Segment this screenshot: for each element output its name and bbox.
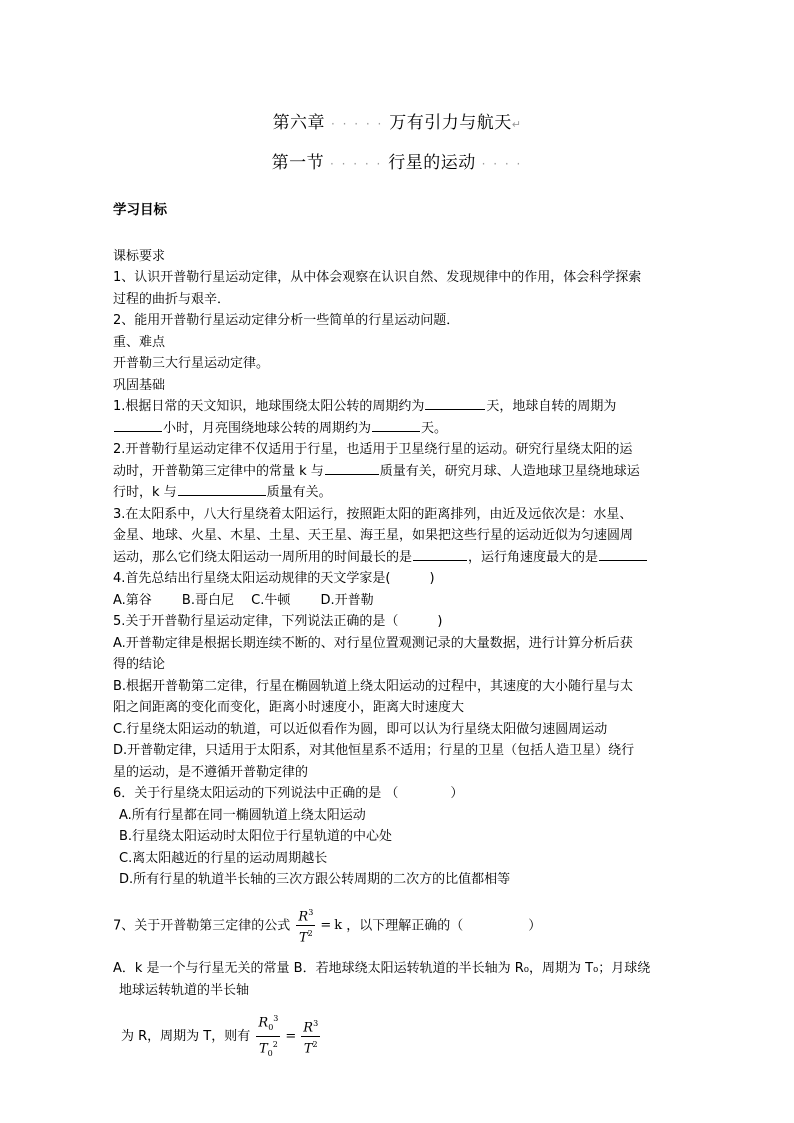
ratio-right: $\frac{R^3}{T^2}$ xyxy=(301,1016,320,1058)
question-2-line-3 xyxy=(113,482,685,504)
requirement-1-line-1: 1、认识开普勒行星运动定律，从中体会观察在认识自然、发现规律中的作用，体会科学探索 xyxy=(113,270,642,285)
section-label: 第一节 xyxy=(271,153,325,173)
question-1-line-2 xyxy=(113,418,685,440)
q6-option-d: D.所有行星的轨道半长轴的三次方跟公转周期的二次方的比值都相等 xyxy=(119,872,511,887)
question-2-line-1: 2.开普勒行星运动定律不仅适用于行星，也适用于卫星绕行星的运动。研究行星绕太阳的运 xyxy=(113,442,633,457)
q2-text-a: 动时，开普勒第三定律中的常量 k 与 xyxy=(113,463,324,479)
section-name: 行星的运动 xyxy=(388,153,476,173)
q5-option-a-line-2: 得的结论 xyxy=(113,657,166,672)
q3-text-a: 运动，那么它们绕太阳运动一周所用的时间最长的是 xyxy=(113,549,413,565)
requirement-1-line-2: 过程的曲折与艰辛． xyxy=(113,291,231,307)
ratio-left: $\frac{R_0^3}{T_0^2}$ xyxy=(256,1011,280,1062)
q6-option-b: B.行星绕太阳运动时太阳位于行星轨道的中心处 xyxy=(119,829,393,844)
q2-blank-2[interactable] xyxy=(178,482,266,496)
question-1-line-1 xyxy=(113,396,685,418)
question-5: 5.关于开普勒行星运动定律，下列说法正确的是（ ) xyxy=(113,614,443,629)
section-dots: · · · · · xyxy=(330,157,383,171)
q7-text-c: 为 R，周期为 T，则有 xyxy=(121,1029,251,1045)
q7-options-line-1: A．k 是一个与行星无关的常量 B．若地球绕太阳运转轨道的半长轴为 R₀，周期为 T₀；月球绕 xyxy=(113,961,651,977)
ratio-formula xyxy=(254,1011,322,1062)
q5-option-d-line-2: 星的运动，是不遵循开普勒定律的 xyxy=(113,764,309,780)
basics-label: 巩固基础 xyxy=(113,377,166,393)
q1-text-d: 天。 xyxy=(421,420,448,436)
requirement-2: 2、能用开普勒行星运动定律分析一些简单的行星运动问题． xyxy=(113,313,460,328)
q1-text-a: 1.根据日常的天文知识，地球围绕太阳公转的周期约为 xyxy=(113,399,425,414)
q3-text-b: ，运行角速度最大的是 xyxy=(468,549,599,565)
kepler-formula xyxy=(294,905,342,947)
learning-goals-heading: 学习目标 xyxy=(113,202,167,218)
q5-option-a-line-1: A.开普勒定律是根据长期连续不断的、对行星位置观测记录的大量数据，进行计算分析后获 xyxy=(113,635,633,651)
formula-fraction xyxy=(296,905,315,947)
requirements-label: 课标要求 xyxy=(113,248,166,264)
chapter-title xyxy=(0,108,794,133)
paragraph-mark: ↵ xyxy=(511,118,522,131)
ratio-equals: = xyxy=(285,1028,297,1044)
q6-option-c: C.离太阳越近的行星的运动周期越长 xyxy=(119,850,328,866)
q7-text-a: 7、关于开普勒第三定律的公式 xyxy=(113,917,291,933)
q2-blank-1[interactable] xyxy=(325,461,379,475)
formula-numerator: $R^3$ xyxy=(296,905,315,926)
q1-blank-3[interactable] xyxy=(372,418,420,432)
question-4-options: A.第谷 B.哥白尼 C.牛顿 D.开普勒 xyxy=(113,592,374,608)
chapter-dots: · · · · · xyxy=(330,117,384,131)
question-3-line-2: 金星、地球、火星、木星、土星、天王星、海王星，如果把这些行星的运动近似为匀速圆周 xyxy=(113,528,634,543)
q5-option-b-line-2: 阳之间距离的变化而变化，距离小时速度小，距离大时速度大 xyxy=(113,700,465,715)
question-3-line-3 xyxy=(113,547,685,569)
section-tail-dots: · · · · xyxy=(481,157,523,171)
q5-option-d-line-1: D.开普勒定律，只适用于太阳系，对其他恒星系不适用；行星的卫星（包括人造卫星）绕行 xyxy=(113,743,635,758)
q5-option-c: C.行星绕太阳运动的轨道，可以近似看作为圆，即可以认为行星绕太阳做匀速圆周运动 xyxy=(113,721,608,737)
q7-options-line-2: 地球运转轨道的半长轴 xyxy=(119,982,250,998)
q2-text-b: 质量有关，研究月球、人造地球卫星绕地球运 xyxy=(379,463,640,479)
key-points-text: 开普勒三大行星运动定律。 xyxy=(113,356,270,371)
chapter-name: 万有引力与航天 xyxy=(389,113,512,133)
q7-text-b: ，以下理解正确的（ ） xyxy=(346,917,542,933)
document-body xyxy=(113,200,685,1062)
question-7 xyxy=(113,905,685,947)
q3-blank-1[interactable] xyxy=(413,547,467,561)
q5-option-b-line-1: B.根据开普勒第二定律，行星在椭圆轨道上绕太阳运动的过程中，其速度的大小随行星与太 xyxy=(113,678,634,694)
q7-options-line-3 xyxy=(113,1011,685,1062)
q1-blank-2[interactable] xyxy=(114,418,162,432)
q1-text-b: 天，地球自转的周期为 xyxy=(486,399,617,414)
equals-sign: = xyxy=(320,917,332,933)
section-title xyxy=(0,148,794,173)
q2-text-c: 行时，k 与 xyxy=(113,485,177,500)
formula-constant: k xyxy=(334,917,343,933)
question-4: 4.首先总结出行星绕太阳运动规律的天文学家是( ) xyxy=(113,571,435,586)
q1-blank-1[interactable] xyxy=(425,396,485,410)
q6-option-a: A.所有行星都在同一椭圆轨道上绕太阳运动 xyxy=(119,807,366,823)
q3-blank-2[interactable] xyxy=(599,547,647,561)
key-points-label: 重、难点 xyxy=(113,334,166,350)
q1-text-c: 小时，月亮围绕地球公转的周期约为 xyxy=(163,420,372,436)
question-3-line-1: 3.在太阳系中，八大行星绕着太阳运行，按照距太阳的距离排列，由近及远依次是：水星、 xyxy=(113,506,633,522)
q2-text-d: 质量有关。 xyxy=(266,485,332,500)
chapter-label: 第六章 xyxy=(272,113,326,133)
question-6: 6．关于行星绕太阳运动的下列说法中正确的是 （ ） xyxy=(113,786,464,801)
formula-denominator: $T^2$ xyxy=(298,928,313,946)
question-2-line-2 xyxy=(113,461,685,483)
